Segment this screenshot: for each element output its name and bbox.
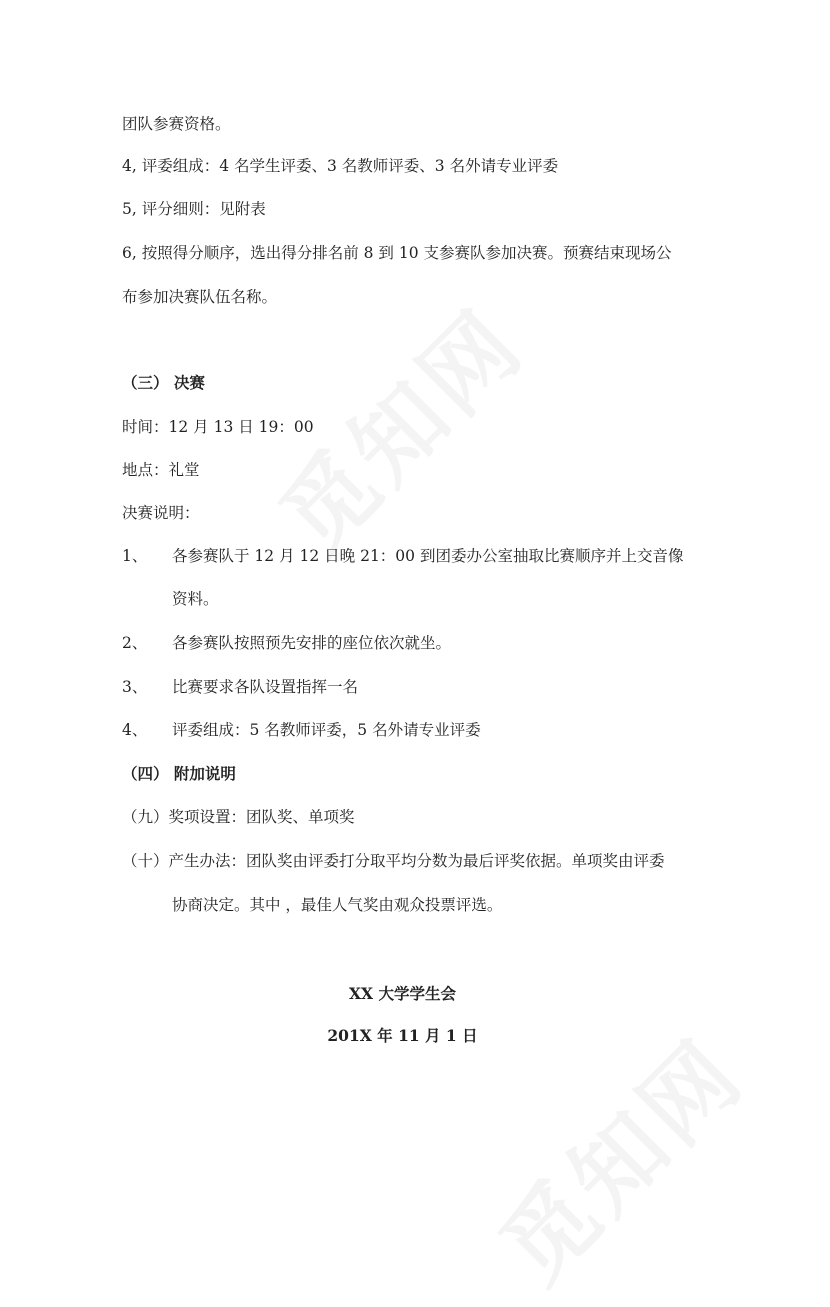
list-number-3: 3、 (122, 678, 148, 696)
text-line-qualification: 团队参赛资格。 (122, 115, 231, 133)
text-line-awards: （九）奖项设置：团队奖、单项奖 (122, 808, 355, 826)
document-date: 201X 年 11 月 1 日 (327, 1026, 478, 1045)
list-item-2: 各参赛队按照预先安排的座位依次就坐。 (172, 634, 452, 652)
text-line-ranking: 6, 按照得分顺序，选出得分排名前 8 到 10 支参赛队参加决赛。预赛结束现场公 (122, 244, 672, 262)
list-number-1: 1、 (122, 547, 148, 565)
text-line-method: （十）产生办法：团队奖由评委打分取平均分数为最后评奖依据。单项奖由评委 (122, 852, 665, 870)
section-heading-finals: （三） 决赛 (122, 373, 205, 392)
list-item-1-cont: 资料。 (172, 590, 219, 608)
text-line-scoring-rules: 5, 评分细则：见附表 (122, 200, 266, 218)
text-line-judges-prelim: 4, 评委组成：4 名学生评委、3 名教师评委、3 名外请专业评委 (122, 157, 559, 175)
text-line-place: 地点：礼堂 (122, 461, 200, 479)
organization-signature: XX 大学学生会 (349, 984, 456, 1003)
list-number-4: 4、 (122, 721, 148, 739)
list-item-4: 评委组成：5 名教师评委，5 名外请专业评委 (172, 721, 481, 739)
text-line-announce: 布参加决赛队伍名称。 (122, 288, 278, 306)
text-line-finals-desc: 决赛说明： (122, 504, 200, 522)
list-item-3: 比赛要求各队设置指挥一名 (172, 678, 359, 696)
list-number-2: 2、 (122, 634, 148, 652)
text-line-time: 时间：12 月 13 日 19：00 (122, 418, 314, 436)
watermark-bottom (466, 1005, 767, 1306)
list-item-1: 各参赛队于 12 月 12 日晚 21：00 到团委办公室抽取比赛顺序并上交音像 (172, 547, 684, 565)
text-line-method-cont: 协商决定。其中 ，最佳人气奖由观众投票评选。 (172, 896, 503, 914)
section-heading-notes: （四） 附加说明 (122, 764, 236, 783)
